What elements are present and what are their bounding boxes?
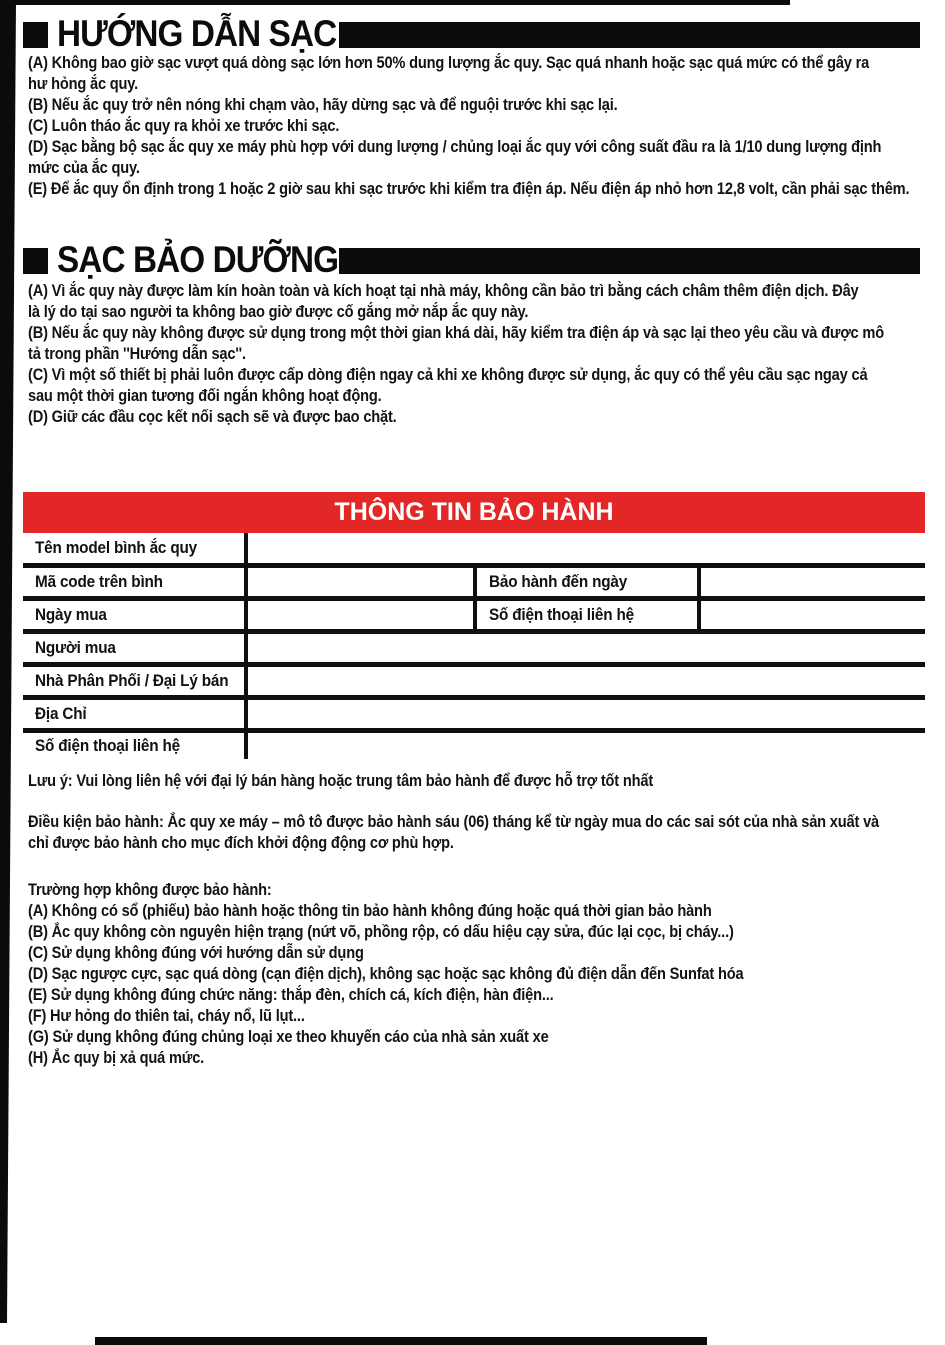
cell-value [248,568,477,596]
exclusion-item [28,984,933,1005]
line-text: (A) Không bao giờ sạc vượt quá dòng sạc lớn hơn 50% dung lượng ắc quy. Sạc quá nhanh hoặc sạc quá mức có thể gây ra [28,53,870,72]
paragraph-line [28,364,933,385]
label-text: Ngày mua [35,605,107,624]
cell-label [23,634,248,662]
section-header-charging [23,13,920,55]
cell-label [23,601,248,629]
cell-label [23,568,248,596]
warranty-header: THÔNG TIN BẢO HÀNH [23,492,925,533]
line-text: tả trong phần ''Hướng dẫn sạc''. [28,344,246,363]
conditions-block [28,811,933,853]
line-text: (B) Nếu ắc quy trở nên nóng khi chạm vào, hãy dừng sạc và để nguội trước khi sạc lại. [28,95,618,114]
cell-value [248,533,925,563]
exclusion-item [28,963,933,984]
label-text: Mã code trên bình [35,572,163,591]
line-text: (F) Hư hỏng do thiên tai, cháy nổ, lũ lụt... [28,1006,305,1025]
line-text: (C) Vì một số thiết bị phải luôn được cấp dòng điện ngay cả khi xe không được sử dụng, ắc quy có thể yêu cầu sạc ngay cả [28,365,868,384]
exclusion-item [28,1026,933,1047]
label-text: Nhà Phân Phối / Đại Lý bán [35,671,229,690]
scan-edge-strip-bottom [95,1337,707,1345]
line-text: sau một thời gian tương đối ngắn không hoạt động. [28,386,382,405]
paragraph-line [28,280,933,301]
line-text: mức của ắc quy. [28,158,140,177]
line-text: (H) Ắc quy bị xả quá mức. [28,1048,205,1067]
section-title: SẠC BẢO DƯỠNG [57,239,339,281]
cell-value [248,634,925,662]
paragraph-line [28,157,933,178]
cell-value [248,667,925,695]
paragraph-line [28,115,933,136]
cell-value [248,700,925,728]
line-text: (G) Sử dụng không đúng chủng loại xe theo khuyến cáo của nhà sản xuất xe [28,1027,549,1046]
exclusions-header [28,879,933,900]
note-block [28,770,933,791]
title-bar-fill [339,248,920,274]
line-text: (B) Nếu ắc quy này không được sử dụng trong một thời gian khá dài, hãy kiểm tra điện áp và sạc lại theo yêu cầu và được mô [28,323,884,342]
table-row [23,667,925,700]
line-text: (D) Sạc bằng bộ sạc ắc quy xe máy phù hợp với dung lượng / chủng loại ắc quy với công suất đầu ra là 1/10 dung lượng định [28,137,882,156]
paragraph-line [28,73,933,94]
table-row [23,700,925,733]
section-title-box [57,239,339,281]
square-bullet-icon [23,22,48,48]
line-text: chỉ được bảo hành cho mục đích khởi động động cơ phù hợp. [28,833,454,852]
line-text: (D) Giữ các đầu cọc kết nối sạch sẽ và được bao chặt. [28,407,397,426]
paragraph-line [28,343,933,364]
paragraph-line [28,178,933,199]
cell-value [701,601,925,629]
line-text: (A) Vì ắc quy này được làm kín hoàn toàn và kích hoạt tại nhà máy, không cần bảo trì bằng cách châm thêm điện dịch. Đây [28,281,859,300]
cell-label [23,667,248,695]
exclusion-item [28,900,933,921]
exclusion-item [28,921,933,942]
cell-label [477,601,701,629]
note-text [28,770,933,791]
cell-label [23,733,248,759]
line-text: (C) Sử dụng không đúng với hướng dẫn sử dụng [28,943,364,962]
line-text: (A) Không có sổ (phiếu) bảo hành hoặc thông tin bảo hành không đúng hoặc quá thời gian bảo hành [28,901,712,920]
paragraph-line [28,52,933,73]
scan-edge-strip-left [0,0,16,1323]
charging-instructions-paragraphs [28,52,933,199]
line-text: Điều kiện bảo hành: Ắc quy xe máy – mô tô được bảo hành sáu (06) tháng kể từ ngày mua do các sai sót của nhà sản xuất và [28,812,879,831]
paragraph-line [28,322,933,343]
table-row [23,634,925,667]
line-text: (C) Luôn tháo ắc quy ra khỏi xe trước khi sạc. [28,116,340,135]
label-text: Số điện thoại liên hệ [35,736,180,755]
cell-label [477,568,701,596]
paragraph-line [28,832,933,853]
section-title: HƯỚNG DẪN SẠC [57,13,337,55]
table-row [23,568,925,601]
line-text: Trường hợp không được bảo hành: [28,880,272,899]
section-header-maintenance [23,239,920,281]
label-text: Số điện thoại liên hệ [489,605,634,624]
label-text: Bảo hành đến ngày [489,572,628,591]
exclusion-item [28,1005,933,1026]
maintenance-paragraphs [28,280,933,427]
cell-value [248,733,925,759]
cell-label [23,700,248,728]
exclusions-block [28,879,933,1068]
cell-value [701,568,925,596]
line-text: (E) Sử dụng không đúng chức năng: thắp đèn, chích cá, kích điện, hàn điện... [28,985,554,1004]
paragraph-line [28,94,933,115]
label-text: Người mua [35,638,116,657]
paragraph-line [28,406,933,427]
section-title-box [57,13,339,55]
table-row [23,533,925,568]
square-bullet-icon [23,248,48,274]
warranty-table [23,492,925,759]
line-text: (E) Để ắc quy ổn định trong 1 hoặc 2 giờ sau khi sạc trước khi kiểm tra điện áp. Nếu điện áp nhỏ hơn 12,8 volt, cần phải sạc thêm. [28,179,910,198]
table-row [23,733,925,759]
label-text: Tên model bình ắc quy [35,538,197,557]
exclusion-item [28,942,933,963]
line-text: hư hỏng ắc quy. [28,74,139,93]
cell-label [23,533,248,563]
paragraph-line [28,385,933,406]
label-text: Địa Chỉ [35,704,87,723]
exclusion-item [28,1047,933,1068]
paragraph-line [28,811,933,832]
table-row [23,601,925,634]
line-text: là lý do tại sao người ta không bao giờ được cố gắng mở nắp ắc quy này. [28,302,529,321]
paragraph-line [28,301,933,322]
cell-value [248,601,477,629]
line-text: (B) Ắc quy không còn nguyên hiện trạng (nứt võ, phồng rộp, có dấu hiệu cạy sửa, đúc lại cọc, bị cháy...) [28,922,734,941]
paragraph-line [28,136,933,157]
scan-edge-strip-top [0,0,790,5]
line-text: Lưu ý: Vui lòng liên hệ với đại lý bán hàng hoặc trung tâm bảo hành để được hỗ trợ tốt nhất [28,771,654,790]
title-bar-fill [339,22,920,48]
line-text: (D) Sạc ngược cực, sạc quá dòng (cạn điện dịch), không sạc hoặc sạc không đủ điện dẫn đến Sunfat hóa [28,964,744,983]
